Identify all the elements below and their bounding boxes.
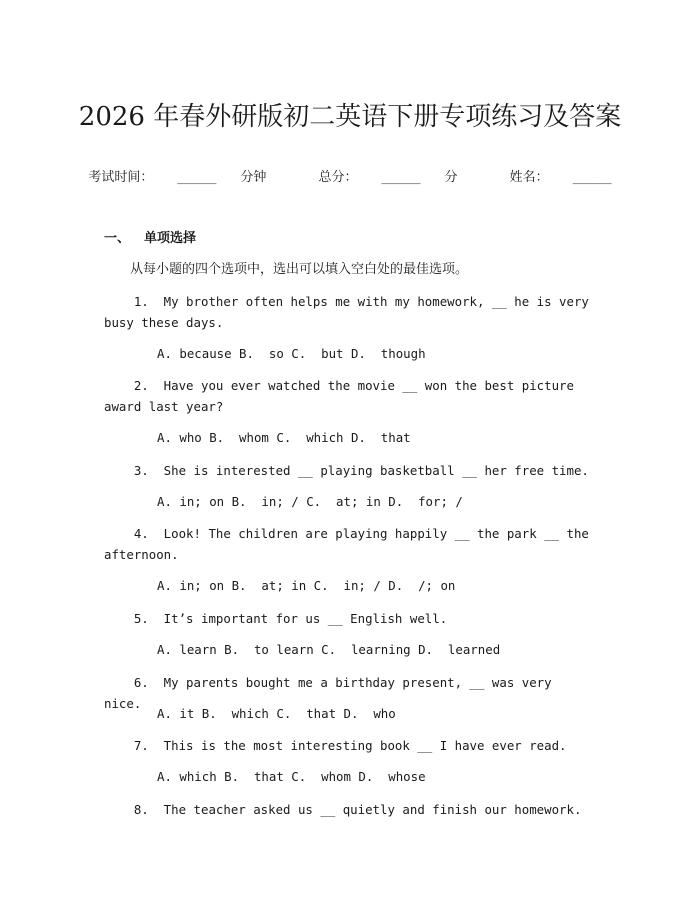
section-title: 单项选择 — [144, 231, 197, 246]
question-6-options: A. it B. which C. that D. who — [157, 706, 396, 721]
total-score-unit: 分 — [444, 170, 458, 185]
question-4-options: A. in; on B. at; in C. in; / D. /; on — [157, 578, 456, 593]
question-2-options: A. who B. whom C. which D. that — [157, 430, 411, 445]
exam-time-field — [76, 170, 278, 185]
exam-time-label: 考试时间： — [88, 170, 154, 185]
total-score-field — [306, 170, 469, 185]
total-score-label: 总分： — [318, 170, 358, 185]
exam-time-unit: 分钟 — [240, 170, 267, 185]
question-2: 2. Have you ever watched the movie __ won the best picture award last year? — [104, 378, 582, 414]
question-6: 6. My parents bought me a birthday present, __ was very nice. — [104, 675, 560, 711]
student-name-blank: ______ — [572, 170, 612, 185]
question-5: 5. It’s important for us __ English well. — [104, 611, 448, 626]
exam-time-blank: ______ — [177, 170, 217, 185]
question-1-options: A. because B. so C. but D. though — [157, 346, 426, 361]
question-1: 1. My brother often helps me with my homework, __ he is very busy these days. — [104, 294, 597, 330]
question-7-options: A. which B. that C. whom D. whose — [157, 769, 426, 784]
question-5-options: A. learn B. to learn C. learning D. learned — [157, 642, 501, 657]
section-number: 一、 — [104, 231, 131, 246]
student-name-label: 姓名： — [509, 170, 549, 185]
page-title: 2026 年春外研版初二英语下册专项练习及答案 — [78, 102, 622, 133]
exam-info-line — [0, 168, 700, 188]
question-8: 8. The teacher asked us __ quietly and finish our homework. — [104, 802, 582, 817]
total-score-blank: ______ — [381, 170, 421, 185]
section-instruction: 从每小题的四个选项中，选出可以填入空白处的最佳选项。 — [130, 262, 469, 277]
question-3-options: A. in; on B. in; / C. at; in D. for; / — [157, 494, 463, 509]
question-3: 3. She is interested __ playing basketball __ her free time. — [104, 463, 589, 478]
section-heading — [104, 229, 196, 249]
question-7: 7. This is the most interesting book __ I have ever read. — [104, 738, 567, 753]
question-4: 4. Look! The children are playing happily __ the park __ the afternoon. — [104, 526, 597, 562]
student-name-field — [498, 170, 624, 185]
